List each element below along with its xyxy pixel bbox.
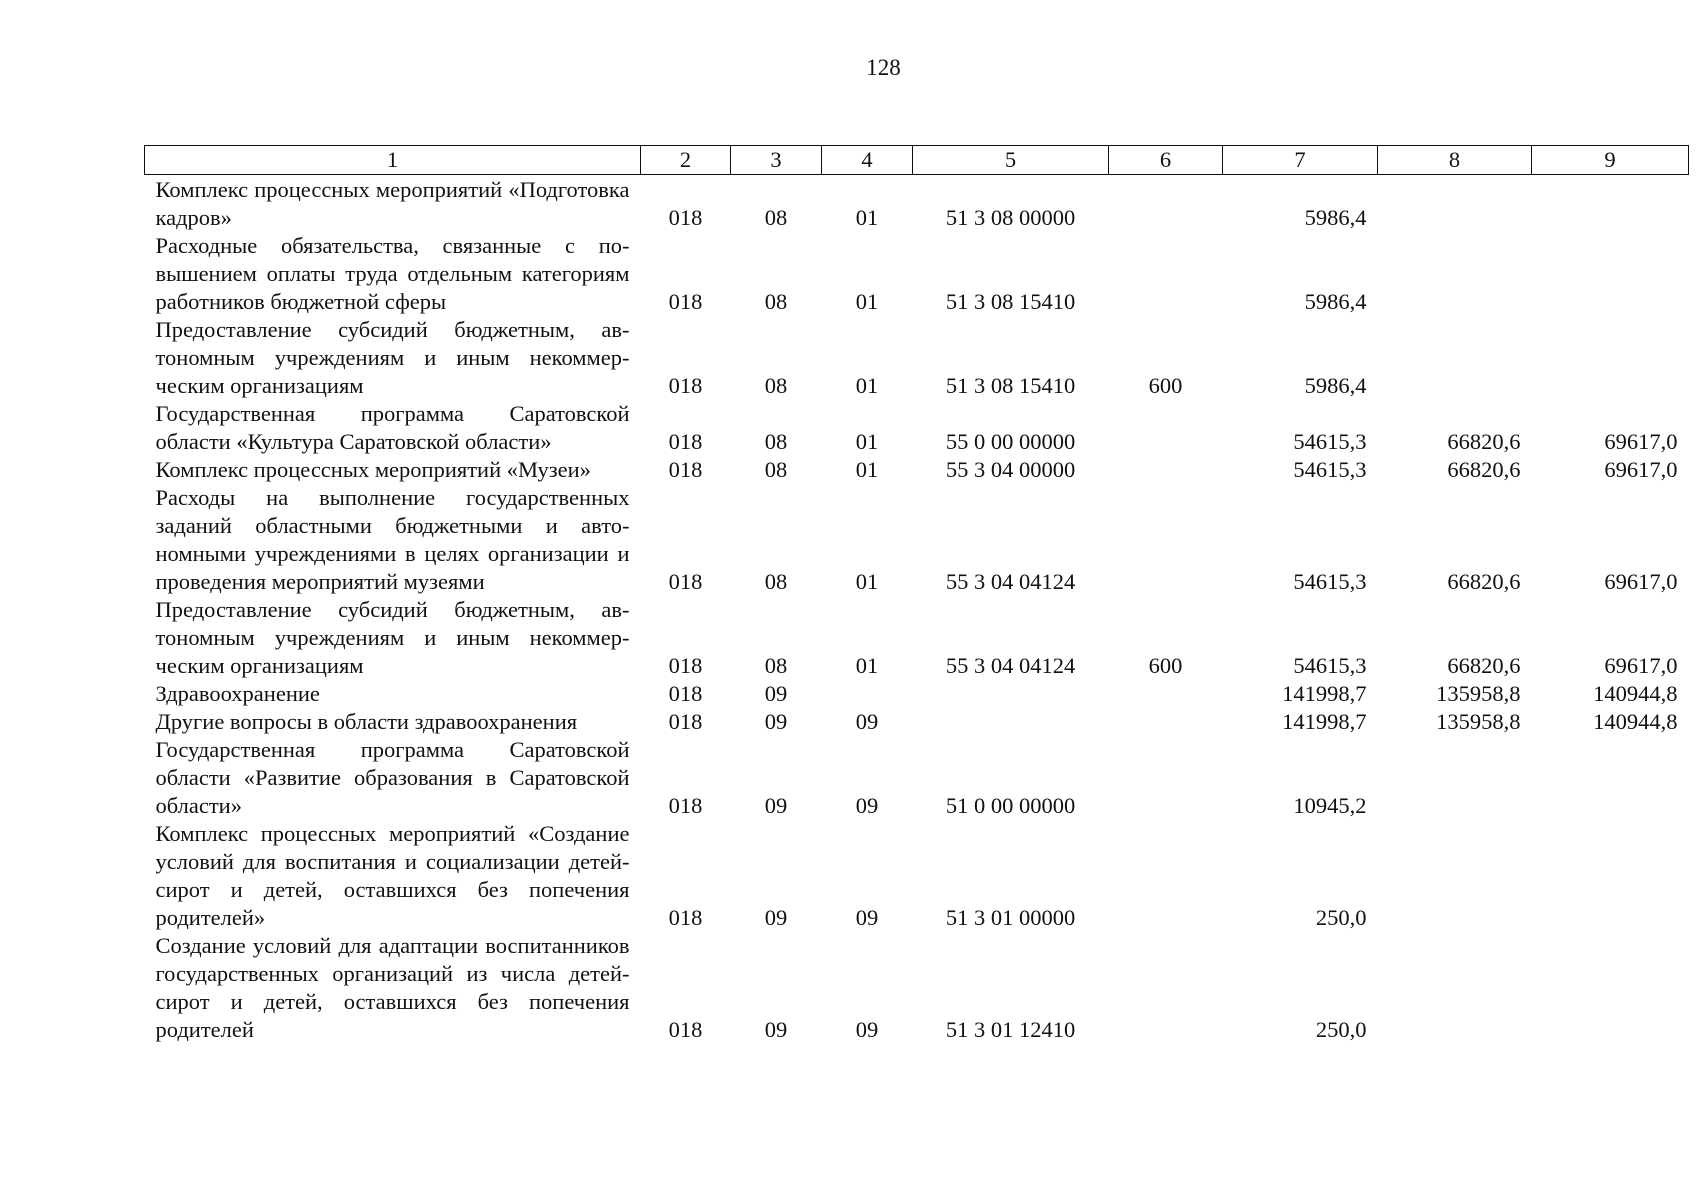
item-name-cell: Расходы на выполнение государственных заданий областными бюджетными и автономными учреждениями в целях организации и проведения мероприятий музеями (155, 485, 630, 594)
subsection-cell: 01 (855, 457, 879, 482)
amount-year-3-cell: 140944,8 (1593, 709, 1678, 734)
target-article-cell: 55 3 04 04124 (945, 653, 1076, 678)
amount-year-2-cell: 66820,6 (1447, 457, 1521, 482)
code-cell: 018 (668, 793, 703, 818)
table-row (145, 456, 1689, 484)
amount-year-3-cell: 140944,8 (1593, 681, 1678, 706)
table-row (145, 400, 1689, 456)
amount-year-1-cell: 10945,2 (1293, 793, 1367, 818)
target-article-cell (913, 680, 1109, 708)
section-cell: 08 (764, 429, 788, 454)
item-name-cell: Комплекс процессных мероприятий «Создание условий для воспитания и социализации детей-сирот и детей, оставшихся без попечения родителей» (155, 821, 630, 930)
amount-year-1-cell: 5986,4 (1304, 373, 1367, 398)
target-article-cell: 55 3 04 04124 (945, 569, 1076, 594)
subsection-cell (822, 680, 913, 708)
target-article-cell: 51 3 01 12410 (945, 1017, 1076, 1042)
expense-type-cell (1109, 456, 1223, 484)
amount-year-1-cell: 141998,7 (1282, 681, 1367, 706)
column-number-row (145, 146, 1689, 175)
amount-year-2-cell: 135958,8 (1436, 681, 1521, 706)
amount-year-1-cell: 250,0 (1315, 1017, 1367, 1042)
amount-year-1-cell: 54615,3 (1293, 653, 1367, 678)
item-name-cell: Здравоохранение (155, 681, 320, 706)
item-name-cell: Государственная программа Саратовской области «Культура Саратовской области» (155, 401, 630, 454)
code-cell: 018 (668, 1017, 703, 1042)
column-header-6: 6 (1109, 146, 1223, 175)
code-cell: 018 (668, 289, 703, 314)
section-cell: 08 (764, 569, 788, 594)
amount-year-3-cell: 69617,0 (1604, 457, 1678, 482)
item-name-cell: Комплекс процессных мероприятий «Подготовка кадров» (155, 177, 630, 230)
table-row (145, 484, 1689, 596)
amount-year-2-cell: 135958,8 (1436, 709, 1521, 734)
item-name-cell: Другие вопросы в области здравоохранения (155, 709, 578, 734)
column-header-7: 7 (1223, 146, 1378, 175)
amount-year-2-cell: 66820,6 (1447, 653, 1521, 678)
amount-year-2-cell (1378, 232, 1532, 316)
amount-year-2-cell (1378, 316, 1532, 400)
table-row (145, 680, 1689, 708)
expense-type-cell (1109, 400, 1223, 456)
section-cell: 08 (764, 457, 788, 482)
column-header-5: 5 (913, 146, 1109, 175)
subsection-cell: 09 (855, 709, 879, 734)
amount-year-3-cell (1532, 820, 1689, 932)
subsection-cell: 09 (855, 793, 879, 818)
item-name-cell: Создание условий для адаптации воспитанников государственных организаций из числа детей-сирот и детей, оставшихся без попечения родителей (155, 933, 630, 1042)
target-article-cell: 51 3 08 00000 (945, 205, 1076, 230)
table-row (145, 736, 1689, 820)
table-row (145, 232, 1689, 316)
target-article-cell: 51 3 08 15410 (945, 373, 1076, 398)
section-cell: 08 (764, 653, 788, 678)
subsection-cell: 01 (855, 653, 879, 678)
expense-type-cell (1109, 820, 1223, 932)
amount-year-1-cell: 5986,4 (1304, 205, 1367, 230)
column-header-1: 1 (145, 146, 641, 175)
amount-year-1-cell: 250,0 (1315, 905, 1367, 930)
target-article-cell: 55 0 00 00000 (945, 429, 1076, 454)
column-header-9: 9 (1532, 146, 1689, 175)
code-cell: 018 (668, 709, 703, 734)
section-cell: 09 (764, 905, 788, 930)
section-cell: 09 (764, 709, 788, 734)
code-cell: 018 (668, 429, 703, 454)
amount-year-2-cell (1378, 736, 1532, 820)
expense-type-cell (1109, 232, 1223, 316)
code-cell: 018 (668, 905, 703, 930)
item-name-cell: Предоставление субсидий бюджетным, автономным учреждениям и иным некоммерческим организациям (155, 597, 630, 678)
item-name-cell: Комплекс процессных мероприятий «Музеи» (155, 457, 591, 482)
target-article-cell (913, 708, 1109, 736)
target-article-cell: 51 3 01 00000 (945, 905, 1076, 930)
code-cell: 018 (668, 373, 703, 398)
expense-type-cell (1109, 708, 1223, 736)
amount-year-1-cell: 5986,4 (1304, 289, 1367, 314)
expense-type-cell: 600 (1148, 653, 1183, 678)
amount-year-1-cell: 54615,3 (1293, 569, 1367, 594)
column-header-8: 8 (1378, 146, 1532, 175)
code-cell: 018 (668, 653, 703, 678)
amount-year-3-cell: 69617,0 (1604, 429, 1678, 454)
table-row (145, 596, 1689, 680)
subsection-cell: 01 (855, 289, 879, 314)
table-row (145, 932, 1689, 1044)
expense-type-cell (1109, 736, 1223, 820)
table-row (145, 708, 1689, 736)
amount-year-3-cell (1532, 316, 1689, 400)
budget-table (144, 145, 1689, 1044)
column-header-4: 4 (822, 146, 913, 175)
amount-year-3-cell (1532, 932, 1689, 1044)
code-cell: 018 (668, 569, 703, 594)
table-body (145, 175, 1689, 1045)
amount-year-3-cell (1532, 232, 1689, 316)
subsection-cell: 01 (855, 569, 879, 594)
subsection-cell: 01 (855, 373, 879, 398)
target-article-cell: 51 0 00 00000 (945, 793, 1076, 818)
amount-year-2-cell (1378, 175, 1532, 233)
item-name-cell: Государственная программа Саратовской области «Развитие образования в Саратовской области» (155, 737, 630, 818)
section-cell: 08 (764, 205, 788, 230)
code-cell: 018 (668, 205, 703, 230)
expense-type-cell: 600 (1148, 373, 1183, 398)
amount-year-1-cell: 141998,7 (1282, 709, 1367, 734)
amount-year-3-cell (1532, 736, 1689, 820)
amount-year-2-cell: 66820,6 (1447, 569, 1521, 594)
amount-year-2-cell: 66820,6 (1447, 429, 1521, 454)
amount-year-3-cell: 69617,0 (1604, 653, 1678, 678)
expense-type-cell (1109, 680, 1223, 708)
section-cell: 08 (764, 289, 788, 314)
amount-year-3-cell: 69617,0 (1604, 569, 1678, 594)
section-cell: 09 (764, 681, 788, 706)
expense-type-cell (1109, 175, 1223, 233)
table-row (145, 175, 1689, 233)
amount-year-2-cell (1378, 932, 1532, 1044)
target-article-cell: 55 3 04 00000 (945, 457, 1076, 482)
column-header-3: 3 (731, 146, 822, 175)
amount-year-3-cell (1532, 175, 1689, 233)
amount-year-1-cell: 54615,3 (1293, 457, 1367, 482)
table-row (145, 316, 1689, 400)
amount-year-2-cell (1378, 820, 1532, 932)
expense-type-cell (1109, 484, 1223, 596)
expense-type-cell (1109, 932, 1223, 1044)
section-cell: 09 (764, 793, 788, 818)
subsection-cell: 09 (855, 1017, 879, 1042)
column-header-2: 2 (641, 146, 731, 175)
section-cell: 09 (764, 1017, 788, 1042)
subsection-cell: 01 (855, 429, 879, 454)
code-cell: 018 (668, 681, 703, 706)
target-article-cell: 51 3 08 15410 (945, 289, 1076, 314)
code-cell: 018 (668, 457, 703, 482)
amount-year-1-cell: 54615,3 (1293, 429, 1367, 454)
item-name-cell: Предоставление субсидий бюджетным, автономным учреждениям и иным некоммерческим организациям (155, 317, 630, 398)
table-row (145, 820, 1689, 932)
subsection-cell: 09 (855, 905, 879, 930)
subsection-cell: 01 (855, 205, 879, 230)
item-name-cell: Расходные обязательства, связанные с повышением оплаты труда отдельным категориям работников бюджетной сферы (155, 233, 630, 314)
page-number: 128 (866, 55, 901, 80)
section-cell: 08 (764, 373, 788, 398)
